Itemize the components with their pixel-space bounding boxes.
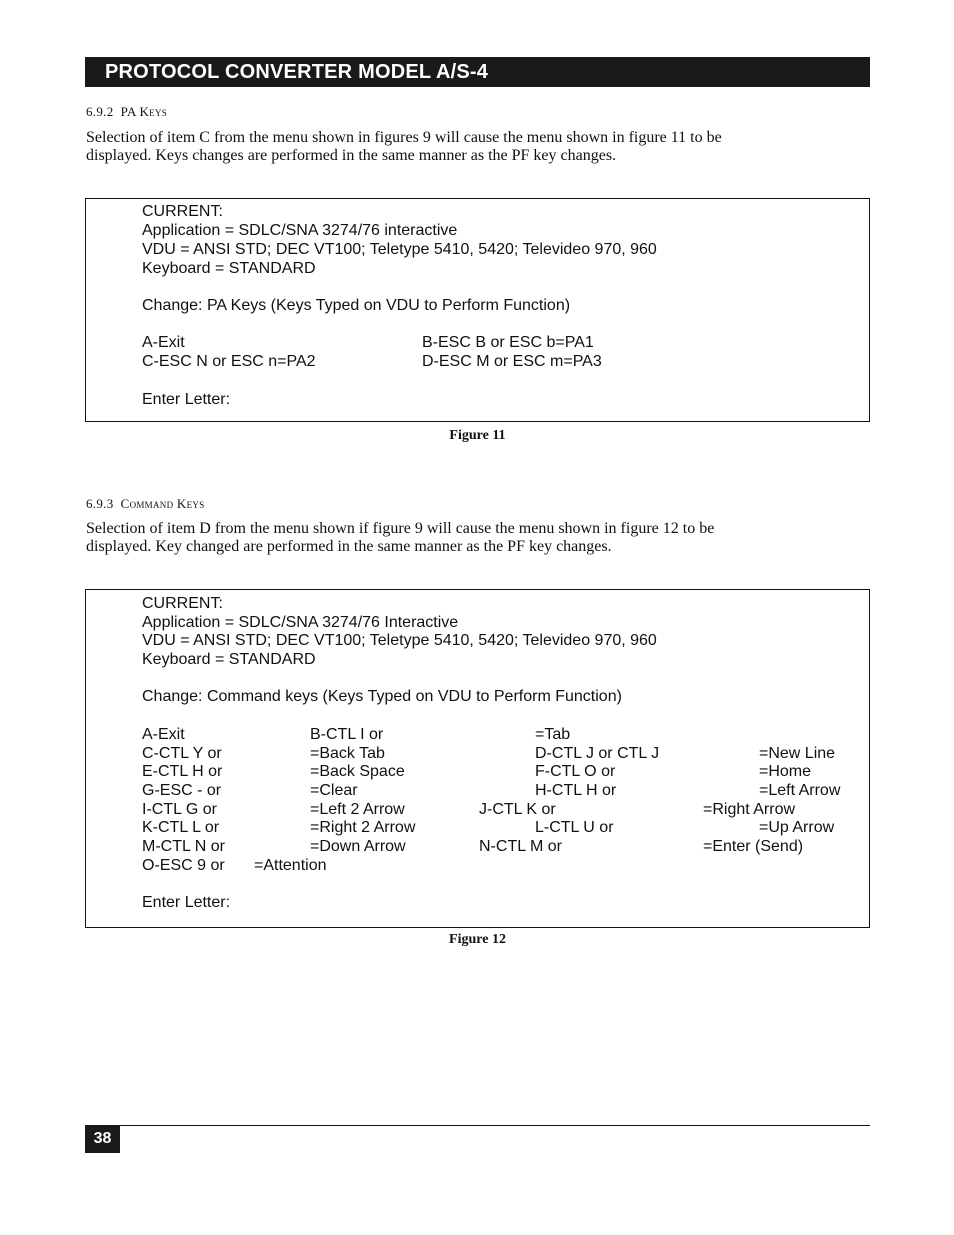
section-paragraph-pa-keys: [86, 129, 856, 165]
menu-cell: I-CTL G or: [142, 801, 217, 818]
menu-cell: =Attention: [254, 857, 327, 874]
menu-cell: D-CTL J or CTL J: [535, 745, 660, 762]
menu-cell: =Clear: [310, 782, 358, 799]
application-line: Application = SDLC/SNA 3274/76 interactive: [142, 222, 458, 239]
menu-cell: =New Line: [759, 745, 836, 762]
menu-cell: K-CTL L or: [142, 819, 220, 836]
menu-option-c: C-ESC N or ESC n=PA2: [142, 353, 316, 370]
change-line: Change: Command keys (Keys Typed on VDU to Perform Function): [142, 688, 622, 705]
section-number: 6.9.3: [86, 496, 114, 511]
menu-option-b: B-ESC B or ESC b=PA1: [422, 334, 594, 351]
section-title: Command Keys: [120, 496, 205, 511]
paragraph-line: Selection of item D from the menu shown if figure 9 will cause the menu shown in figure 12 to be: [86, 520, 715, 537]
menu-cell: =Left 2 Arrow: [310, 801, 405, 818]
keyboard-line: Keyboard = STANDARD: [142, 651, 316, 668]
section-title: PA Keys: [120, 104, 168, 119]
menu-option-a: A-Exit: [142, 334, 185, 351]
menu-cell: =Tab: [535, 726, 571, 743]
vdu-line: VDU = ANSI STD; DEC VT100; Teletype 5410, 5420; Televideo 970, 960: [142, 632, 657, 649]
paragraph-line: Selection of item C from the menu shown in figures 9 will cause the menu shown in figure 11 to be: [86, 129, 722, 146]
footer-rule: [85, 1125, 870, 1126]
menu-cell: =Back Space: [310, 763, 405, 780]
current-label: CURRENT:: [142, 595, 223, 612]
menu-cell: =Enter (Send): [703, 838, 804, 855]
menu-cell: =Up Arrow: [759, 819, 835, 836]
menu-cell: B-CTL I or: [310, 726, 384, 743]
menu-cell: L-CTL U or: [535, 819, 614, 836]
header-title: PROTOCOL CONVERTER MODEL A/S-4: [105, 61, 489, 83]
current-label: CURRENT:: [142, 203, 223, 220]
menu-cell: G-ESC - or: [142, 782, 222, 799]
menu-cell: =Down Arrow: [310, 838, 406, 855]
change-line: Change: PA Keys (Keys Typed on VDU to Perform Function): [142, 297, 571, 314]
paragraph-line: displayed. Key changed are performed in the same manner as the PF key changes.: [86, 538, 612, 555]
section-paragraph-command-keys: [86, 520, 856, 556]
figure-12-menu-box: [85, 589, 870, 928]
vdu-line: VDU = ANSI STD; DEC VT100; Teletype 5410, 5420; Televideo 970, 960: [142, 241, 657, 258]
menu-cell: N-CTL M or: [479, 838, 562, 855]
menu-cell: F-CTL O or: [535, 763, 616, 780]
menu-cell: J-CTL K or: [479, 801, 556, 818]
section-heading-pa-keys: [86, 104, 167, 120]
menu-cell: M-CTL N or: [142, 838, 225, 855]
figure-12-caption: Figure 12: [449, 932, 506, 947]
menu-cell: E-CTL H or: [142, 763, 223, 780]
menu-cell: H-CTL H or: [535, 782, 617, 799]
running-header: [85, 57, 870, 87]
enter-letter-prompt: Enter Letter:: [142, 894, 231, 911]
section-number: 6.9.2: [86, 104, 114, 119]
keyboard-line: Keyboard = STANDARD: [142, 260, 316, 277]
paragraph-line: displayed. Keys changes are performed in the same manner as the PF key changes.: [86, 147, 617, 164]
menu-option-d: D-ESC M or ESC m=PA3: [422, 353, 602, 370]
application-line: Application = SDLC/SNA 3274/76 Interactive: [142, 614, 459, 631]
page-number: 38: [85, 1125, 120, 1153]
figure-11-menu-box: [85, 198, 870, 422]
menu-cell: =Right 2 Arrow: [310, 819, 416, 836]
menu-cell: C-CTL Y or: [142, 745, 222, 762]
figure-11-caption: Figure 11: [449, 428, 506, 443]
enter-letter-prompt: Enter Letter:: [142, 391, 231, 408]
section-heading-command-keys: [86, 496, 205, 512]
menu-cell: =Left Arrow: [759, 782, 841, 799]
menu-cell: =Right Arrow: [703, 801, 796, 818]
menu-cell: =Back Tab: [310, 745, 385, 762]
menu-cell: A-Exit: [142, 726, 185, 743]
menu-cell: =Home: [759, 763, 812, 780]
menu-cell: O-ESC 9 or: [142, 857, 225, 874]
